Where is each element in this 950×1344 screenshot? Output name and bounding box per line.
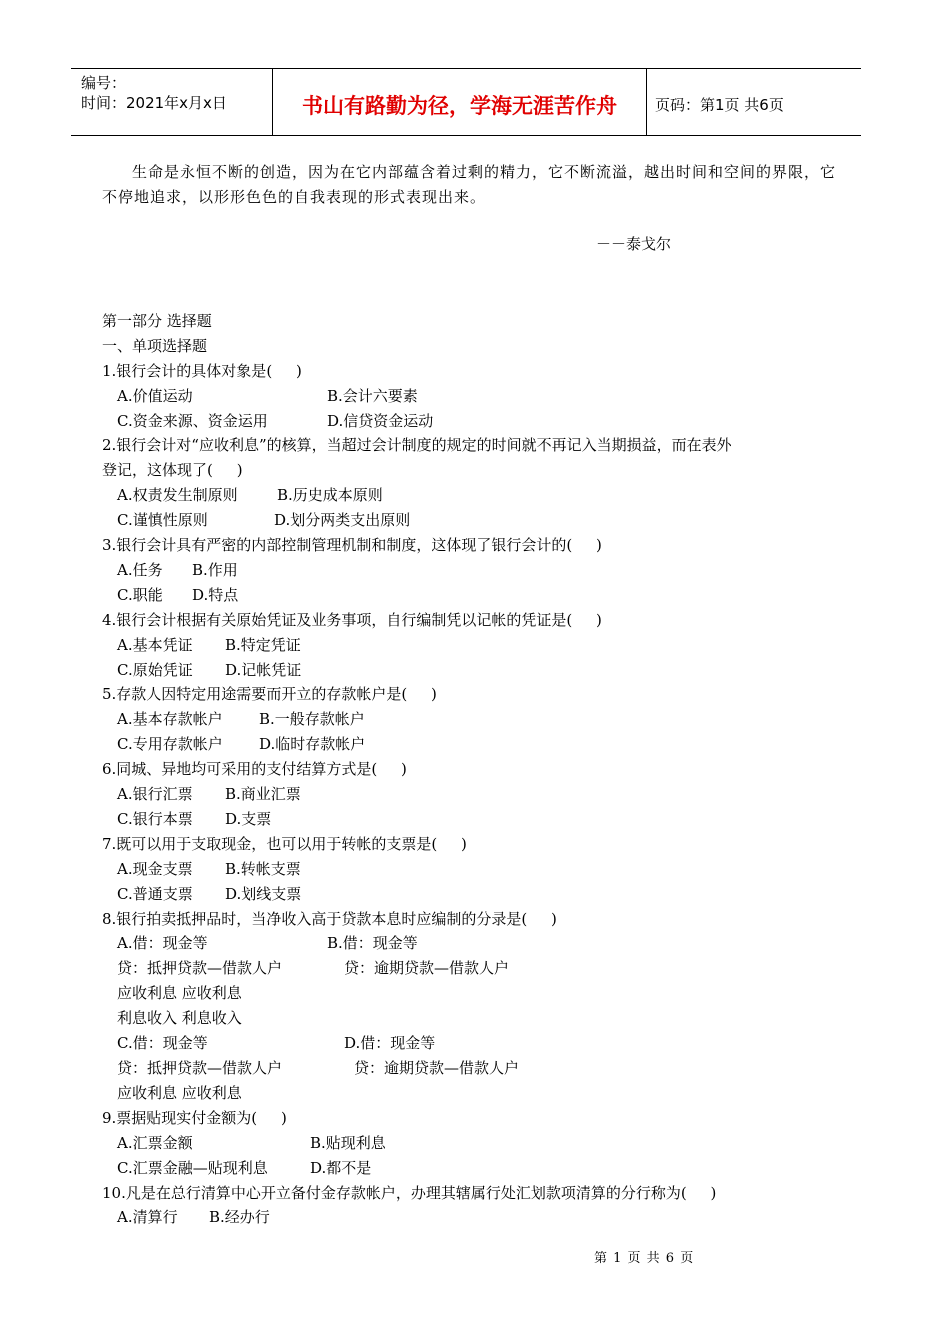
option-row bbox=[102, 633, 842, 658]
question-text: 4.银行会计根据有关原始凭证及业务事项，自行编制凭以记帐的凭证是( ) bbox=[102, 610, 602, 629]
option-text: C.银行本票 bbox=[117, 809, 193, 828]
option-text: B.会计六要素 bbox=[327, 386, 418, 405]
option-text: D.都不是 bbox=[310, 1158, 372, 1177]
option-text: A.银行汇票 bbox=[117, 785, 193, 804]
entry-text: A.借：现金等 bbox=[117, 934, 208, 953]
option-row bbox=[102, 409, 842, 434]
option-text: B.一般存款帐户 bbox=[259, 710, 365, 729]
option-text: B.特定凭证 bbox=[225, 635, 301, 654]
option-row bbox=[102, 658, 842, 683]
question-content bbox=[102, 309, 842, 1230]
option-text: A.汇票金额 bbox=[117, 1133, 193, 1152]
entry-row bbox=[102, 981, 842, 1006]
question-text: 5.存款人因特定用途需要而开立的存款帐户是( ) bbox=[102, 685, 437, 704]
option-text: B.历史成本原则 bbox=[277, 486, 383, 505]
option-row bbox=[102, 508, 842, 533]
question-text: 3.银行会计具有严密的内部控制管理机制和制度，这体现了银行会计的( ) bbox=[102, 536, 602, 555]
entry-text: D.借：现金等 bbox=[344, 1034, 436, 1053]
option-text: A.现金支票 bbox=[117, 859, 193, 878]
entry-text: 利息收入 利息收入 bbox=[117, 1009, 242, 1028]
option-text: A.权责发生制原则 bbox=[117, 486, 238, 505]
option-text: A.基本凭证 bbox=[117, 635, 193, 654]
number-label: 编号： bbox=[81, 74, 127, 92]
option-row bbox=[102, 1131, 842, 1156]
option-text: D.划分两类支出原则 bbox=[274, 511, 411, 530]
entry-text: 应收利息 应收利息 bbox=[117, 1083, 242, 1102]
question-text: 2.银行会计对“应收利息”的核算，当超过会计制度的规定的时间就不再记入当期损益，而在表外 bbox=[102, 436, 732, 455]
option-row bbox=[102, 558, 842, 583]
option-text: D.临时存款帐户 bbox=[259, 735, 366, 754]
option-row bbox=[102, 882, 842, 907]
option-text: C.汇票金融—贴现利息 bbox=[117, 1158, 268, 1177]
quote-author: －－泰戈尔 bbox=[596, 235, 672, 253]
option-text: C.专用存款帐户 bbox=[117, 735, 223, 754]
question-text: 9.票据贴现实付金额为( ) bbox=[102, 1108, 287, 1127]
option-text: D.记帐凭证 bbox=[225, 660, 302, 679]
option-text: D.支票 bbox=[225, 809, 272, 828]
part-title: 第一部分 选择题 bbox=[102, 312, 212, 330]
option-text: D.信贷资金运动 bbox=[327, 411, 434, 430]
header-page-info: 页码：第1页 共6页 bbox=[655, 95, 784, 114]
quote-text: 生命是永恒不断的创造，因为在它内部蕴含着过剩的精力，它不断流溢，越出时间和空间的界限，它不停地追求，以形形色色的自我表现的形式表现出来。 bbox=[102, 163, 837, 206]
entry-row bbox=[102, 1081, 842, 1106]
question-text: 10.凡是在总行清算中心开立备付金存款帐户，办理其辖属行处汇划款项清算的分行称为( ) bbox=[102, 1183, 717, 1202]
option-row bbox=[102, 1156, 842, 1181]
option-row bbox=[102, 583, 842, 608]
question-text: 8.银行拍卖抵押品时，当净收入高于贷款本息时应编制的分录是( ) bbox=[102, 909, 557, 928]
question-text: 登记，这体现了( ) bbox=[102, 461, 243, 480]
entry-text: 应收利息 应收利息 bbox=[117, 984, 242, 1003]
entry-row bbox=[102, 1056, 842, 1081]
option-text: B.转帐支票 bbox=[225, 859, 301, 878]
option-row bbox=[102, 807, 842, 832]
option-row bbox=[102, 782, 842, 807]
option-text: A.基本存款帐户 bbox=[117, 710, 223, 729]
option-row bbox=[102, 732, 842, 757]
option-row bbox=[102, 483, 842, 508]
option-text: B.贴现利息 bbox=[310, 1133, 386, 1152]
option-text: D.特点 bbox=[192, 585, 239, 604]
option-text: A.价值运动 bbox=[117, 386, 193, 405]
option-row bbox=[102, 857, 842, 882]
entry-row bbox=[102, 1006, 842, 1031]
entry-text: C.借：现金等 bbox=[117, 1034, 208, 1053]
header-meta bbox=[71, 69, 273, 135]
document-header bbox=[71, 68, 861, 136]
question-text: 7.既可以用于支取现金，也可以用于转帐的支票是( ) bbox=[102, 834, 467, 853]
option-text: C.谨慎性原则 bbox=[117, 511, 208, 530]
option-row bbox=[102, 1205, 842, 1230]
option-text: C.职能 bbox=[117, 585, 163, 604]
subsection-title: 一、单项选择题 bbox=[102, 336, 208, 355]
page-footer: 第 1 页 共 6 页 bbox=[594, 1251, 695, 1266]
question-text: 6.同城、异地均可采用的支付结算方式是( ) bbox=[102, 760, 407, 779]
option-text: A.清算行 bbox=[117, 1208, 178, 1227]
entry-text: 贷：逾期贷款—借款人户 bbox=[354, 1059, 520, 1078]
header-motto: 书山有路勤为径，学海无涯苦作舟 bbox=[273, 69, 647, 135]
entry-text: 贷：逾期贷款—借款人户 bbox=[344, 959, 510, 978]
option-text: C.资金来源、资金运用 bbox=[117, 411, 268, 430]
option-text: C.普通支票 bbox=[117, 884, 193, 903]
option-text: C.原始凭证 bbox=[117, 660, 193, 679]
entry-row bbox=[102, 1031, 842, 1056]
option-text: A.任务 bbox=[117, 560, 163, 579]
entry-text: B.借：现金等 bbox=[327, 934, 418, 953]
option-text: B.商业汇票 bbox=[225, 785, 301, 804]
option-text: B.作用 bbox=[192, 560, 238, 579]
entry-text: 贷：抵押贷款—借款人户 bbox=[117, 1059, 283, 1078]
entry-row bbox=[102, 931, 842, 956]
question-text: 1.银行会计的具体对象是( ) bbox=[102, 361, 302, 380]
option-text: D.划线支票 bbox=[225, 884, 302, 903]
option-text: B.经办行 bbox=[209, 1208, 270, 1227]
option-row bbox=[102, 707, 842, 732]
entry-row bbox=[102, 956, 842, 981]
entry-text: 贷：抵押贷款—借款人户 bbox=[117, 959, 283, 978]
time-label: 时间：2021年x月x日 bbox=[81, 94, 227, 112]
option-row bbox=[102, 384, 842, 409]
